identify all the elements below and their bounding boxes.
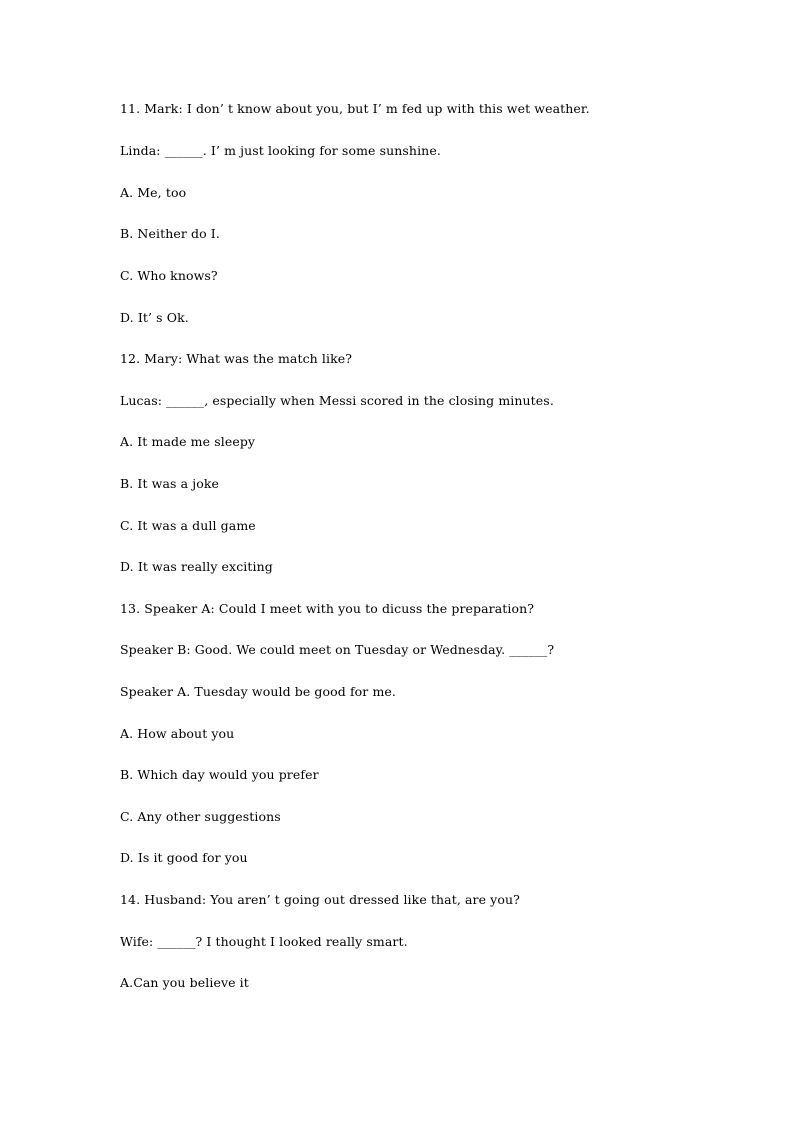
question-13-option-c: C. Any other suggestions: [120, 809, 281, 824]
question-14-option-a: A.Can you believe it: [120, 975, 249, 990]
question-13-prompt: 13. Speaker A: Could I meet with you to dicuss the preparation?: [120, 601, 535, 616]
question-12-option-b: B. It was a joke: [120, 476, 220, 491]
question-11-option-a: A. Me, too: [120, 185, 187, 200]
question-13-followup: Speaker A. Tuesday would be good for me.: [120, 684, 396, 699]
question-11-option-c: C. Who knows?: [120, 268, 218, 283]
question-13-response: Speaker B: Good. We could meet on Tuesday or Wednesday. ______?: [120, 642, 555, 657]
question-11-option-d: D. It’ s Ok.: [120, 310, 189, 325]
question-12-response: Lucas: ______, especially when Messi scored in the closing minutes.: [120, 393, 554, 408]
question-14-response: Wife: ______? I thought I looked really smart.: [120, 934, 408, 949]
question-11-option-b: B. Neither do I.: [120, 226, 220, 241]
question-12-option-a: A. It made me sleepy: [120, 434, 256, 449]
question-12-option-d: D. It was really exciting: [120, 559, 273, 574]
question-12-option-c: C. It was a dull game: [120, 518, 256, 533]
question-12-prompt: 12. Mary: What was the match like?: [120, 351, 353, 366]
question-11-prompt: 11. Mark: I don’ t know about you, but I’ m fed up with this wet weather.: [120, 101, 590, 116]
question-13-option-a: A. How about you: [120, 726, 235, 741]
question-11-response: Linda: ______. I’ m just looking for some sunshine.: [120, 143, 441, 158]
question-13-option-b: B. Which day would you prefer: [120, 767, 319, 782]
question-14-prompt: 14. Husband: You aren’ t going out dressed like that, are you?: [120, 892, 520, 907]
question-13-option-d: D. Is it good for you: [120, 850, 248, 865]
